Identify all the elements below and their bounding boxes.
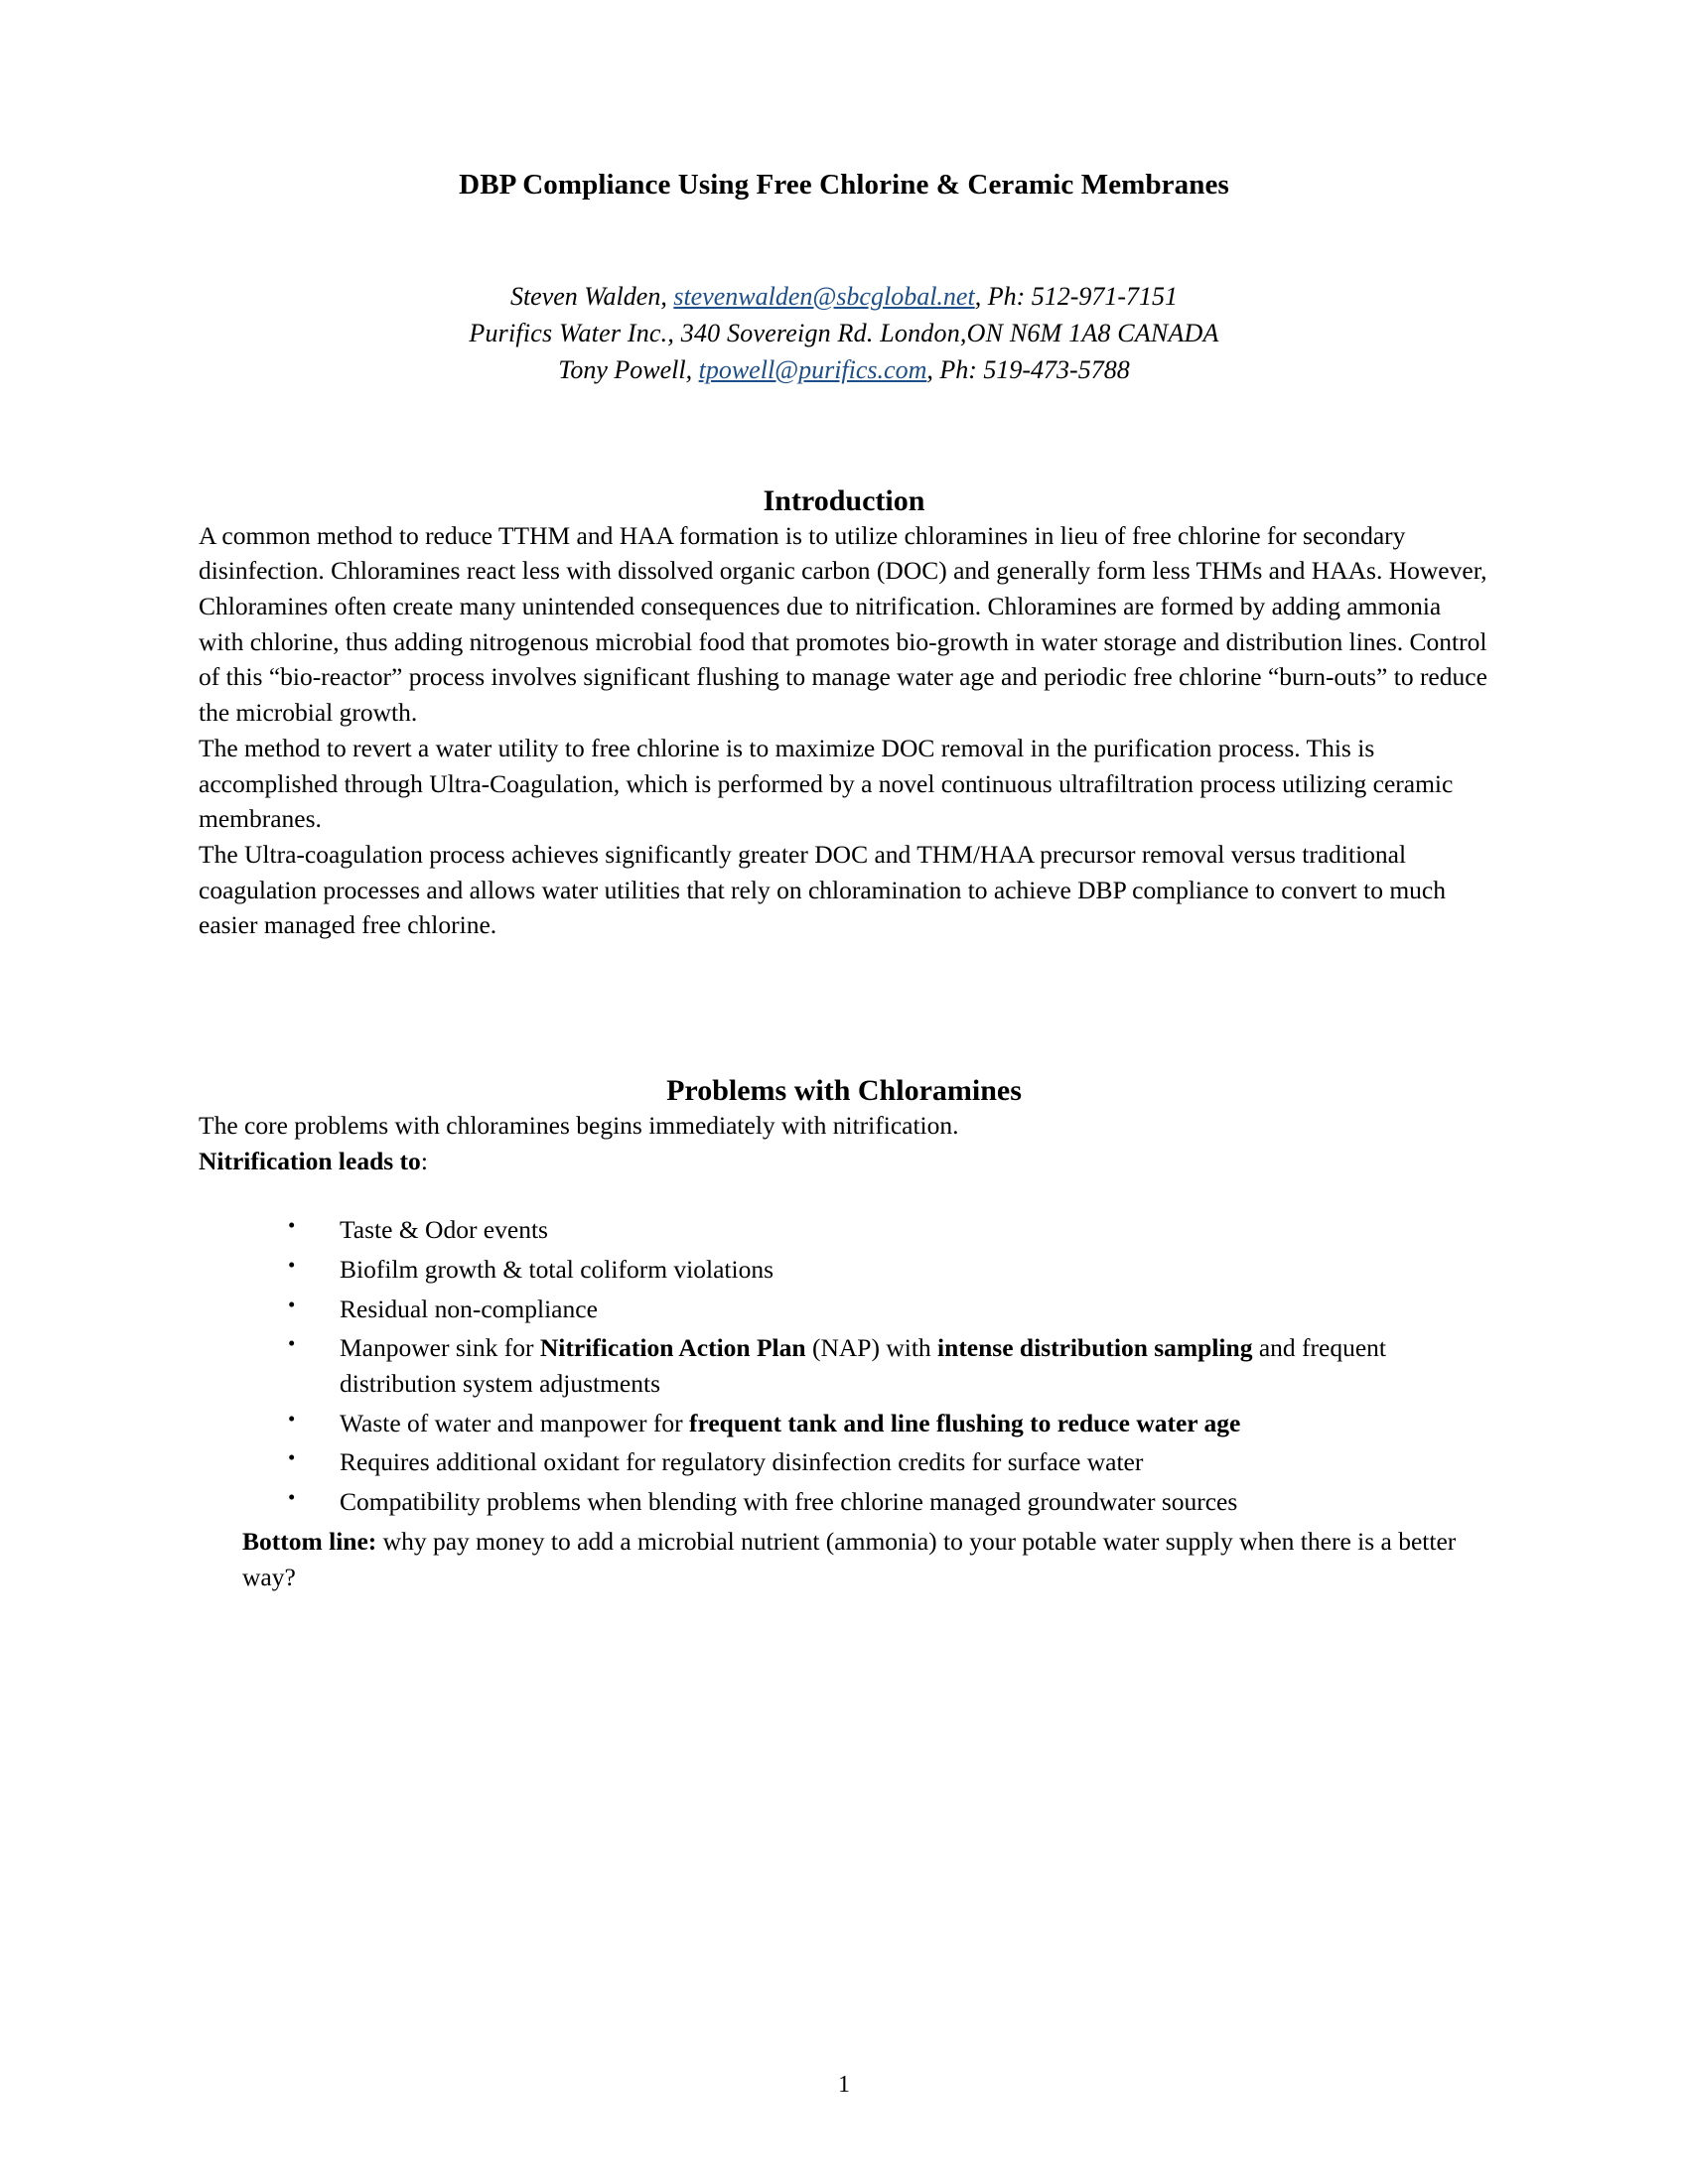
author-2-name: Tony Powell, [558,354,699,384]
author-affiliation: Purifics Water Inc., 340 Sovereign Rd. London,ON N6M 1A8 CANADA [469,318,1219,347]
author-2-email-link[interactable]: tpowell@purifics.com [698,354,927,384]
author-1-email-link[interactable]: stevenwalden@sbcglobal.net [673,282,975,311]
section-heading-introduction: Introduction [763,483,925,517]
nitrification-lead-rest: : [420,1146,428,1175]
list-item: • Requires additional oxidant for regulatory disinfection credits for surface water [288,1444,1489,1480]
bullet-5-part-1: Waste of water and manpower for [340,1408,689,1437]
list-item [288,1406,1489,1441]
bottom-line-label: Bottom line: [242,1526,377,1556]
paragraph-problems-intro: The core problems with chloramines begins immediately with nitrification. [199,1110,959,1140]
paragraph-bottom-line [199,1524,1489,1594]
bullet-5-part-2: frequent tank and line flushing to reduce water age [688,1408,1241,1437]
bullet-4-part-4: intense distribution sampling [937,1333,1253,1363]
author-line-3 [199,352,1489,389]
section-spacer [199,943,1489,1074]
paragraph-intro-3: The Ultra-coagulation process achieves significantly greater DOC and THM/HAA precursor removal versus traditional coagulation processes and allows water utilities that rely on chloramination to achieve DBP compliance to convert to much easier managed free chlorine. [199,839,1446,940]
page-number: 1 [838,2072,850,2098]
bullet-4-part-2: Nitrification Action Plan [539,1333,806,1363]
author-1-name: Steven Walden, [509,282,674,311]
list-item: • Compatibility problems when blending with free chlorine managed groundwater sources [288,1484,1489,1520]
author-line-1 [199,279,1489,316]
bullet-4-part-1: Manpower sink for [340,1333,540,1363]
list-item: • Biofilm growth & total coliform violations [288,1252,1489,1288]
paragraph-intro-2: The method to revert a water utility to free chlorine is to maximize DOC removal in the purification process. This is accomplished through Ultra-Coagulation, which is performed by a novel continuous ultrafiltration process utilizing ceramic membranes. [199,733,1454,834]
page-title: DBP Compliance Using Free Chlorine & Ceramic Membranes [459,169,1229,201]
list-item: • Taste & Odor events [288,1212,1489,1248]
nitrification-lead-bold: Nitrification leads to [199,1146,421,1175]
author-1-phone: , Ph: 512-971-7151 [974,282,1179,311]
bottom-line-text: why pay money to add a microbial nutrient (ammonia) to your potable water supply when there is a better way? [242,1526,1457,1591]
list-item [288,1330,1489,1401]
paragraph-nitrification-lead [199,1144,1489,1179]
list-item: • Residual non-compliance [288,1292,1489,1327]
bullet-4-part-3: (NAP) with [805,1333,938,1363]
author-2-phone: , Ph: 519-473-5788 [926,354,1130,384]
section-heading-problems: Problems with Chloramines [666,1073,1022,1107]
author-block [199,279,1489,389]
paragraph-intro-1: A common method to reduce TTHM and HAA formation is to utilize chloramines in lieu of free chlorine for secondary disinfection. Chloramines react less with dissolved organic carbon (DOC) and generally form less THMs and HAAs. However, Chloramines often create many unintended consequences due to nitrification. Chloramines are formed by adding ammonia with chlorine, thus adding nitrogenous microbial food that promotes bio-growth in water storage and distribution lines. Control of this “bio-reactor” process involves significant flushing to manage water age and periodic free chlorine “burn-outs” to reduce the microbial growth. [199,520,1487,728]
bullet-4-part-5: and frequent distribution system adjustments [340,1333,1386,1399]
nitrification-bullet-list [199,1212,1489,1520]
